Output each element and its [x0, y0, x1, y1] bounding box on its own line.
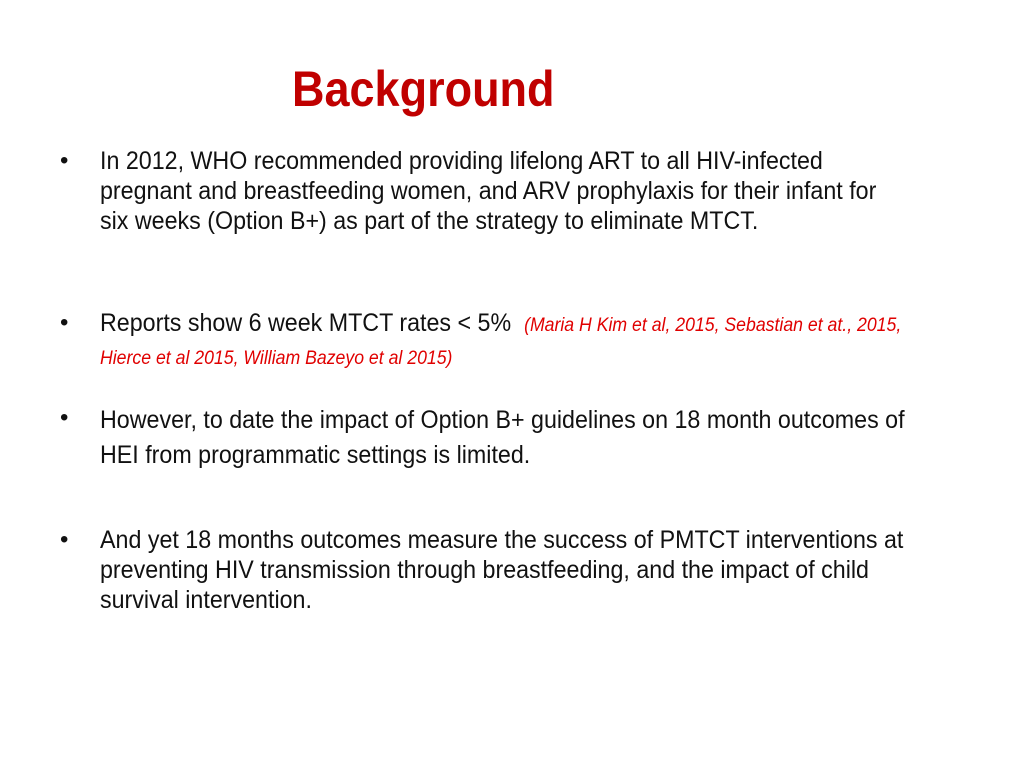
- bullet-text-with-citation: [100, 308, 909, 374]
- bullet-glyph: •: [60, 147, 69, 174]
- bullet-text: And yet 18 months outcomes measure the success of PMTCT interventions at preventing HIV transmission through breastfeeding, and the impact of child survival intervention.: [100, 526, 904, 614]
- slide-title: Background: [292, 61, 555, 117]
- bullet-text: However, to date the impact of Option B+ guidelines on 18 month outcomes of HEI from programmatic settings is limited.: [100, 406, 905, 469]
- bullet-glyph: •: [60, 309, 69, 336]
- citation-text: (Maria H Kim et al, 2015, Sebastian et at., 2015, Hierce et al 2015, William Bazeyo et al 2015): [100, 315, 902, 369]
- bullet-glyph: •: [60, 526, 69, 553]
- bullet-text: Reports show 6 week MTCT rates < 5%: [100, 309, 512, 337]
- bullet-text: In 2012, WHO recommended providing lifelong ART to all HIV-infected pregnant and breastfeeding women, and ARV prophylaxis for their infant for six weeks (Option B+) as part of the strategy to eliminate MTCT.: [100, 147, 877, 235]
- bullet-glyph: •: [60, 404, 69, 431]
